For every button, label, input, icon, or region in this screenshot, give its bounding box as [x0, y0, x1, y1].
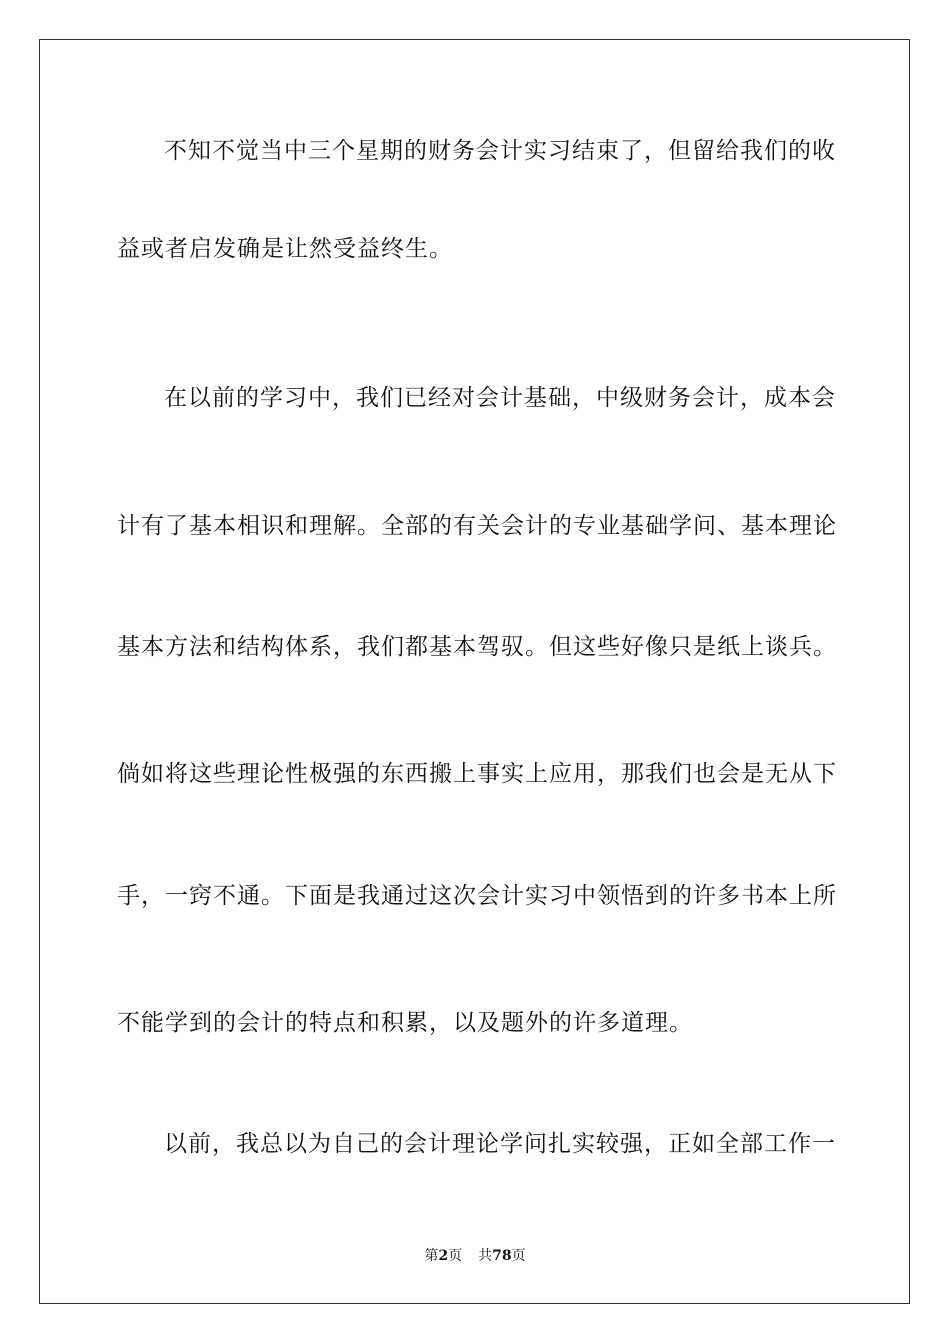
- paragraph-2-line-1: 在以前的学习中，我们已经对会计基础，中级财务会计，成本会: [164, 385, 836, 411]
- footer-total-pages: 78: [492, 1248, 512, 1264]
- paragraph-2-line-4: 倘如将这些理论性极强的东西搬上事实上应用，那我们也会是无从下: [117, 761, 837, 787]
- footer-total-prefix: 共: [478, 1248, 493, 1264]
- footer-page-prefix: 第: [424, 1248, 439, 1264]
- paragraph-2-line-2: 计有了基本相识和理解。全部的有关会计的专业基础学问、基本理论: [117, 513, 837, 539]
- paragraph-1-line-2: 益或者启发确是让然受益终生。: [117, 236, 453, 262]
- page-border: [39, 39, 910, 1304]
- paragraph-2-line-3: 基本方法和结构体系，我们都基本驾驭。但这些好像只是纸上谈兵。: [117, 634, 837, 660]
- footer-total-suffix: 页: [511, 1248, 526, 1264]
- paragraph-2-line-5: 手，一窍不通。下面是我通过这次会计实习中领悟到的许多书本上所: [117, 883, 837, 909]
- page-footer: [0, 1247, 950, 1265]
- paragraph-1-line-1: 不知不觉当中三个星期的财务会计实习结束了，但留给我们的收: [164, 138, 836, 164]
- paragraph-3-line-1: 以前，我总以为自己的会计理论学问扎实较强，正如全部工作一: [164, 1131, 836, 1157]
- footer-page-suffix: 页: [448, 1248, 463, 1264]
- footer-page-number: 2: [438, 1248, 449, 1264]
- paragraph-2-line-6: 不能学到的会计的特点和积累，以及题外的许多道理。: [117, 1010, 693, 1036]
